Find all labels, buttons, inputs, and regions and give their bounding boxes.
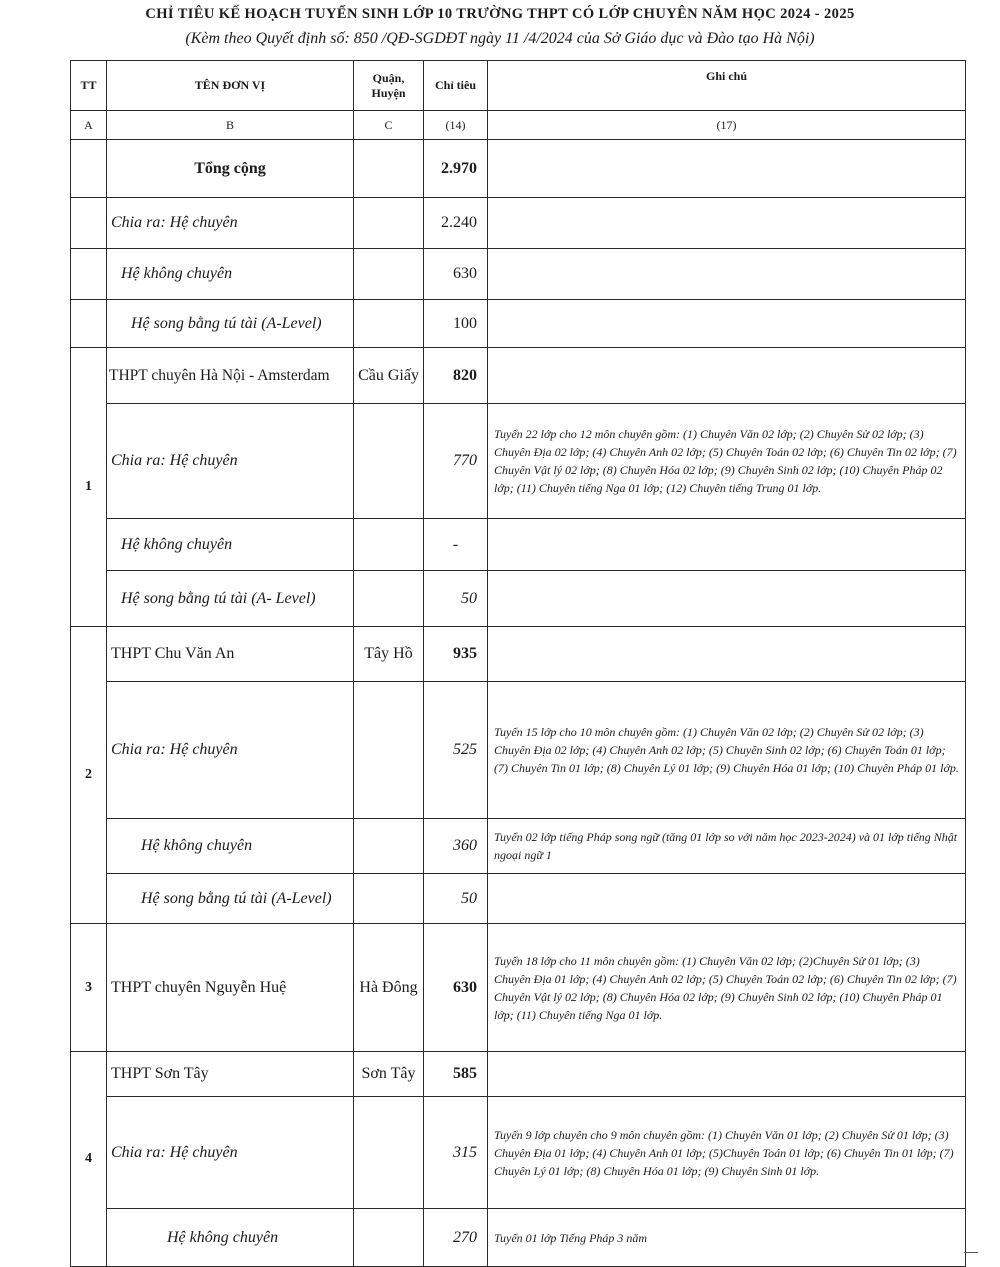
school-1-specialized-value: 770: [424, 404, 488, 519]
total-alevel-label: Hệ song bằng tú tài (A-Level): [107, 300, 354, 348]
table-row: [71, 682, 966, 819]
admission-quota-table: [70, 60, 966, 1267]
header-district: Quận, Huyện: [354, 61, 424, 111]
school-2-alevel-label: Hệ song bằng tú tài (A-Level): [107, 874, 354, 924]
school-4-specialized-value: 315: [424, 1097, 488, 1209]
school-2-district: Tây Hồ: [354, 627, 424, 682]
code-tt: A: [71, 111, 107, 140]
school-2-regular-label: Hệ không chuyên: [107, 819, 354, 874]
total-value: 2.970: [424, 140, 488, 198]
header-note: Ghi chú: [488, 61, 966, 111]
school-4-regular-note: Tuyển 01 lớp Tiếng Pháp 3 năm: [488, 1209, 966, 1267]
school-4-regular-label: Hệ không chuyên: [107, 1209, 354, 1267]
table-row: [71, 348, 966, 404]
school-1-specialized-note: Tuyển 22 lớp cho 12 môn chuyên gồm: (1) Chuyên Văn 02 lớp; (2) Chuyên Sử 02 lớp; (3) Chuyên Địa 02 lớp; (4) Chuyên Anh 02 lớp; (5) Chuyên Toán 02 lớp; (6) Chuyên Tin 02 lớp; (7) Chuyên Vật lý 02 lớp; (8) Chuyên Hóa 02 lớp; (9) Chuyên Sinh 02 lớp; (10) Chuyên Pháp 02 lớp; (11) Chuyên tiếng Nga 01 lớp; (12) Chuyên tiếng Trung 01 lớp.: [488, 404, 966, 519]
code-name: B: [107, 111, 354, 140]
school-1-total: 820: [424, 348, 488, 404]
school-4-district: Sơn Tây: [354, 1052, 424, 1097]
school-2-regular-note: Tuyển 02 lớp tiếng Pháp song ngữ (tăng 01 lớp so với năm học 2023-2024) và 01 lớp tiếng Nhật ngoại ngữ 1: [488, 819, 966, 874]
code-district: C: [354, 111, 424, 140]
school-1-name: THPT chuyên Hà Nội - Amsterdam: [107, 348, 354, 404]
school-3-total: 630: [424, 924, 488, 1052]
school-1-district: Cầu Giấy: [354, 348, 424, 404]
header-tt: TT: [71, 61, 107, 111]
school-2-tt: 2: [71, 627, 107, 924]
table-row: [71, 140, 966, 198]
document-title: CHỈ TIÊU KẾ HOẠCH TUYỂN SINH LỚP 10 TRƯỜNG THPT CÓ LỚP CHUYÊN NĂM HỌC 2024 - 2025: [145, 6, 855, 22]
table-row: [71, 404, 966, 519]
school-4-specialized-label: Chia ra: Hệ chuyên: [107, 1097, 354, 1209]
header-quota: Chỉ tiêu: [424, 61, 488, 111]
school-3-district: Hà Đông: [354, 924, 424, 1052]
total-specialized-label: Chia ra: Hệ chuyên: [107, 198, 354, 249]
school-4-total: 585: [424, 1052, 488, 1097]
total-label: Tổng cộng: [107, 140, 354, 198]
school-1-regular-value: -: [424, 519, 488, 571]
code-note: (17): [488, 111, 966, 140]
school-2-specialized-label: Chia ra: Hệ chuyên: [107, 682, 354, 819]
school-1-alevel-label: Hệ song bằng tú tài (A- Level): [107, 571, 354, 627]
table-row: [71, 1209, 966, 1267]
school-3-note: Tuyển 18 lớp cho 11 môn chuyên gồm: (1) Chuyên Văn 02 lớp; (2)Chuyên Sử 01 lớp; (3) Chuyên Địa 01 lớp; (4) Chuyên Anh 02 lớp; (5) Chuyên Toán 02 lớp; (6) Chuyên Tin 02 lớp; (7) Chuyên Vật lý 02 lớp; (8) Chuyên Hóa 02 lớp; (9) Chuyên Sinh 02 lớp; (10) Chuyên Pháp 01 lớp; (11) Chuyên tiếng Nga 01 lớp.: [488, 924, 966, 1052]
document-subtitle: (Kèm theo Quyết định số: 850 /QĐ-SGDĐT ngày 11 /4/2024 của Sở Giáo dục và Đào tạo Hà Nội): [185, 30, 815, 47]
table-row: [71, 1097, 966, 1209]
table-row: [71, 924, 966, 1052]
total-regular-value: 630: [424, 249, 488, 300]
school-2-specialized-value: 525: [424, 682, 488, 819]
table-row: [71, 249, 966, 300]
total-alevel-value: 100: [424, 300, 488, 348]
school-2-total: 935: [424, 627, 488, 682]
page-corner-mark: [964, 1238, 987, 1253]
school-2-specialized-note: Tuyển 15 lớp cho 10 môn chuyên gồm: (1) Chuyên Văn 02 lớp; (2) Chuyên Sử 02 lớp; (3) Chuyên Địa 02 lớp; (4) Chuyên Anh 02 lớp; (5) Chuyên Sinh 02 lớp; (6) Chuyên Toán 01 lớp; (7) Chuyên Tin 01 lớp; (8) Chuyên Lý 01 lớp; (9) Chuyên Hóa 01 lớp; (10) Chuyên Pháp 01 lớp.: [488, 682, 966, 819]
header-name: TÊN ĐƠN VỊ: [107, 61, 354, 111]
table-row: [71, 1052, 966, 1097]
school-4-specialized-note: Tuyển 9 lớp chuyên cho 9 môn chuyên gồm: (1) Chuyên Văn 01 lớp; (2) Chuyên Sử 01 lớp; (3) Chuyên Địa 01 lớp; (4) Chuyên Anh 01 lớp; (5)Chuyên Toán 01 lớp; (6) Chuyên Tin 01 lớp; (7) Chuyên Lý 01 lớp; (8) Chuyên Hóa 01 lớp; (9) Chuyên Sinh 01 lớp.: [488, 1097, 966, 1209]
school-4-tt: 4: [71, 1052, 107, 1267]
school-2-regular-value: 360: [424, 819, 488, 874]
school-1-tt: 1: [71, 348, 107, 627]
total-specialized-value: 2.240: [424, 198, 488, 249]
table-row: [71, 627, 966, 682]
table-row: [71, 519, 966, 571]
school-1-alevel-value: 50: [424, 571, 488, 627]
code-quota: (14): [424, 111, 488, 140]
table-row: [71, 819, 966, 874]
school-1-regular-label: Hệ không chuyên: [107, 519, 354, 571]
table-row: [71, 874, 966, 924]
table-row: [71, 571, 966, 627]
table-row: [71, 300, 966, 348]
school-3-name: THPT chuyên Nguyễn Huệ: [107, 924, 354, 1052]
total-regular-label: Hệ không chuyên: [107, 249, 354, 300]
table-row: [71, 198, 966, 249]
school-3-tt: 3: [71, 924, 107, 1052]
school-4-regular-value: 270: [424, 1209, 488, 1267]
school-2-alevel-value: 50: [424, 874, 488, 924]
school-4-name: THPT Sơn Tây: [107, 1052, 354, 1097]
school-2-name: THPT Chu Văn An: [107, 627, 354, 682]
school-1-specialized-label: Chia ra: Hệ chuyên: [107, 404, 354, 519]
